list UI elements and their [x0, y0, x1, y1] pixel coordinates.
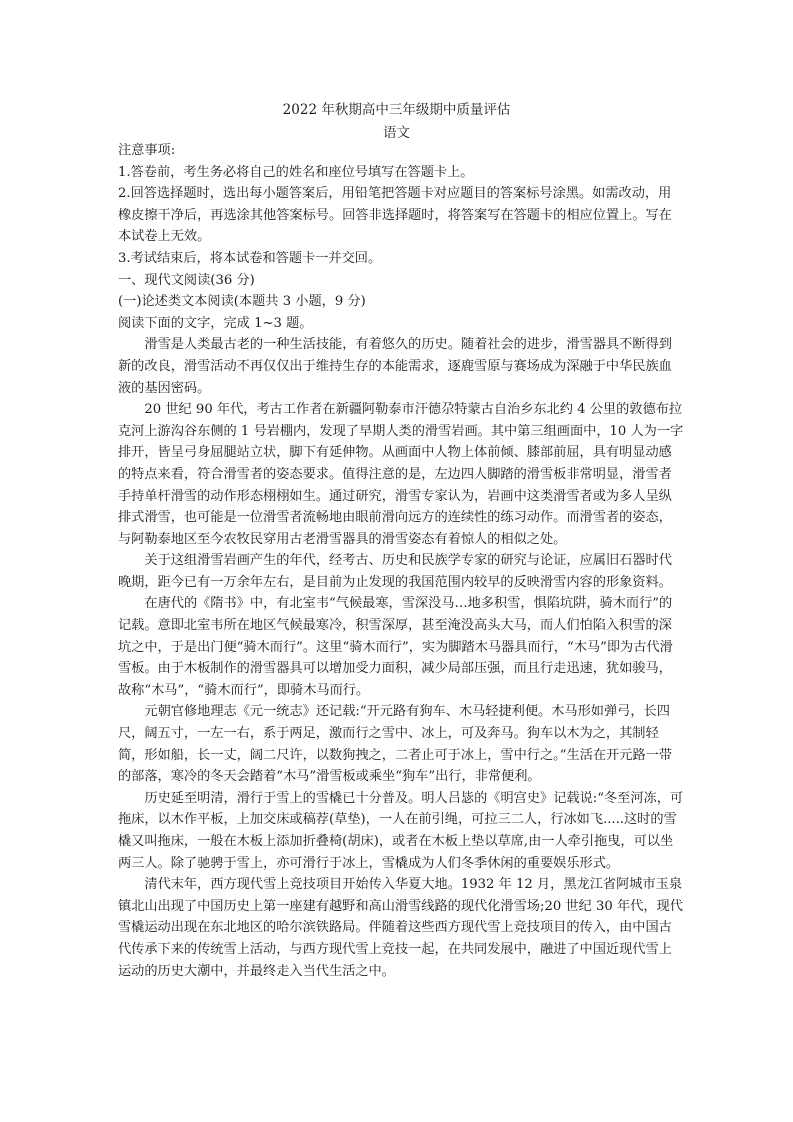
notice-item: 1.答卷前，考生务必将自己的姓名和座位号填写在答题卡上。 [118, 164, 474, 180]
exam-body [118, 140, 684, 982]
passage-paragraph: 元朝官修地理志《元一统志》还记载:“开元路有狗车、木马轻捷利便。木马形如弹弓，长四尺，阔五寸，一左一右，系于两足，激而行之雪中、冰上，可及奔马。狗车以木为之，其制轻简，形如船，长一丈，阔二尺许，以数狗拽之，二者止可于冰上，雪中行之。”生活在开元路一带的部落，寒冷的冬天会踏着“木马”滑雪板或乘坐“狗车”出行，非常便利。 [118, 704, 673, 785]
notice-heading: 注意事项: [118, 143, 176, 158]
passage-paragraph: 历史延至明清，滑行于雪上的雪橇已十分普及。明人吕毖的《明宫史》记载说:“冬至河冻，可拖床，以木作平板，上加交床或稿荐(草垫)，一人在前引绳，可拉三二人，行冰如飞.....这时的雪橇又叫拖床，一般在木板上添加折叠椅(胡床)，或者在木板上垫以草席,由一人牵引拖曳，可以坐两三人。除了驰骋于雪上，亦可滑行于冰上，雪橇成为人们冬季休闲的重要娱乐形式。 [118, 790, 684, 871]
notice-item: 3.考试结束后，将本试卷和答题卡一并交回。 [118, 250, 382, 266]
passage-paragraph: 关于这组滑雪岩画产生的年代，经考古、历史和民族学专家的研究与论证，应属旧石器时代晚期，距今已有一万余年左右，是目前为止发现的我国范围内较早的反映滑雪内容的形象资料。 [118, 553, 672, 590]
exam-title: 2022 年秋期高中三年级期中质量评估 [282, 102, 511, 118]
passage-paragraph: 20 世纪 90 年代，考古工作者在新疆阿勒泰市汗德尕特蒙古自治乡东北约 4 公里的敦德布拉克河上游沟谷东侧的 1 号岩棚内，发现了早期人类的滑雪岩画。其中第三组画面中，10 人为一字排开，皆呈弓身屈腿站立状，脚下有延伸物。从画面中人物上体前倾、膝部前屈，具有明显动感的特点来看，符合滑雪者的姿态要求。值得注意的是，左边四人脚踏的滑雪板非常明显，滑雪者手持单杆滑雪的动作形态栩栩如生。通过研究，滑雪专家认为，岩画中这类滑雪者或为多人呈纵排式滑雪，也可能是一位滑雪者流畅地由眼前滑向远方的连续性的练习动作。而滑雪者的姿态，与阿勒泰地区至今农牧民穿用古老滑雪器具的滑雪姿态有着惊人的相似之处。 [118, 402, 684, 547]
passage-paragraph: 在唐代的《隋书》中，有北室韦“气候最寒，雪深没马…地多积雪，惧陷坑阱，骑木而行”的记载。意即北室韦所在地区气候最寒冷，积雪深厚，甚至淹没高头大马，而人们怕陷入积雪的深坑之中，于是出门便“骑木而行”。这里“骑木而行”，实为脚踏木马器具而行，“木马”即为古代滑雪板。由于木板制作的滑雪器具可以增加受力面积，减少局部压强，而且行走迅速，犹如骏马，故称“木马”，“骑木而行”，即骑木马而行。 [118, 596, 673, 698]
passage-paragraph: 滑雪是人类最古老的一种生活技能，有着悠久的历史。随着社会的进步，滑雪器具不断得到新的改良，滑雪活动不再仅仅出于维持生存的本能需求，逐鹿雪原与赛场成为深融于中华民族血液的基因密码。 [118, 337, 672, 396]
exam-subject: 语文 [383, 125, 410, 141]
subsection-heading: (一)论述类文本阅读(本题共 3 小题，9 分) [118, 294, 366, 310]
passage-paragraph: 清代末年，西方现代雪上竞技项目开始传入华夏大地。1932 年 12 月，黑龙江省阿城市玉泉镇北山出现了中国历史上第一座建有越野和高山滑雪线路的现代化滑雪场;20 世纪 30 年代，现代雪橇运动出现在东北地区的哈尔滨铁路局。伴随着这些西方现代雪上竞技项目的传入，由中国古代传承下来的传统雪上活动，与西方现代雪上竞技一起，在共同发展中，融进了中国近现代雪上运动的历史大潮中，并最终走入当代生活之中。 [118, 877, 683, 979]
reading-instruction: 阅读下面的文字，完成 1~3 题。 [118, 315, 313, 331]
notice-item: 2.回答选择题时，选出每小题答案后，用铅笔把答题卡对应题目的答案标号涂黑。如需改动，用橡皮擦干净后，再选涂其他答案标号。回答非选择题时，将答案写在答题卡的相应位置上。写在本试卷上无效。 [118, 186, 672, 245]
section-heading: 一、现代文阅读(36 分) [118, 272, 255, 288]
